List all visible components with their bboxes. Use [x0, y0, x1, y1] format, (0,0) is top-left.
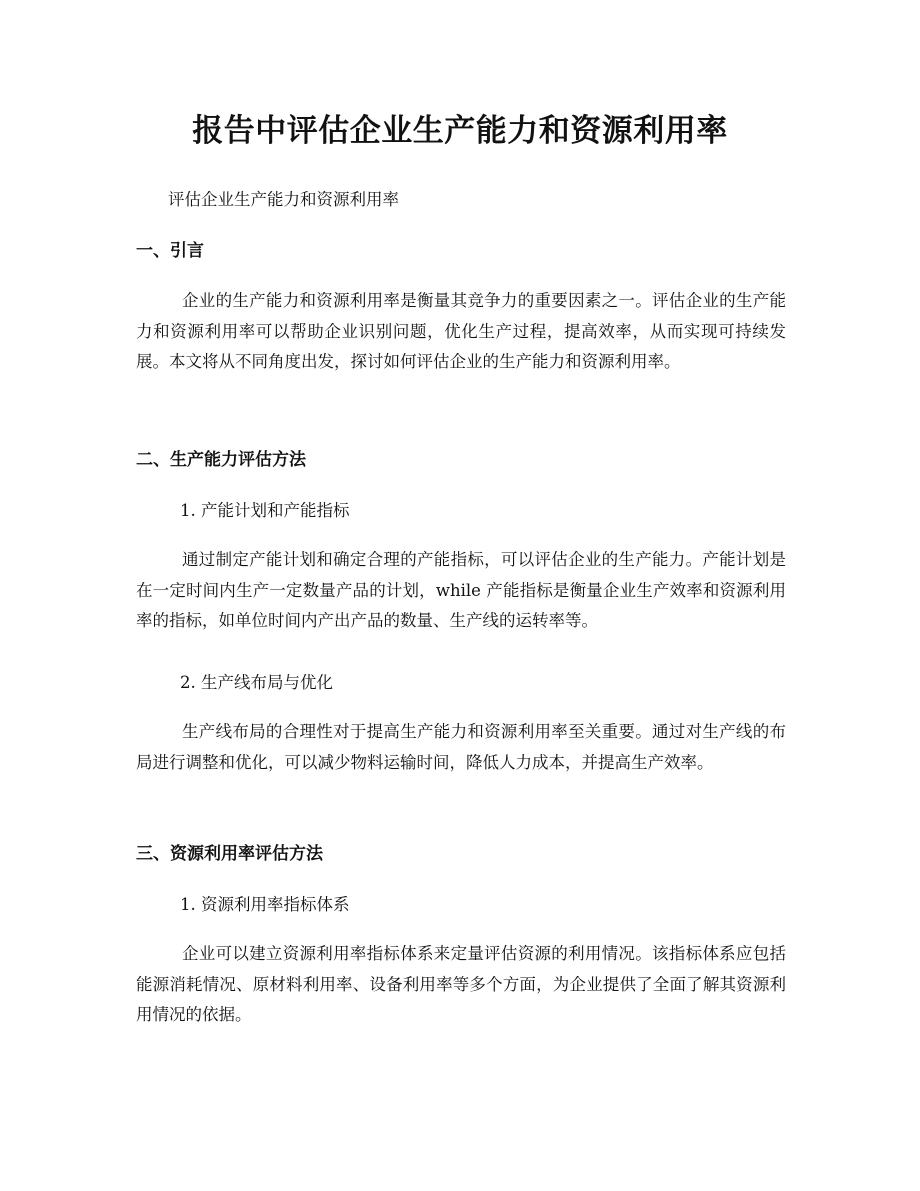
subsection-paragraph-resource-index: 企业可以建立资源利用率指标体系来定量评估资源的利用情况。该指标体系应包括能源消耗情况、原材料利用率、设备利用率等多个方面，为企业提供了全面了解其资源利用情况的依据。	[136, 944, 786, 1024]
subsection-paragraph-line-layout: 生产线布局的合理性对于提高生产能力和资源利用率至关重要。通过对生产线的布局进行调整和优化，可以减少物料运输时间，降低人力成本，并提高生产效率。	[136, 722, 786, 772]
document-title: 报告中评估企业生产能力和资源利用率	[192, 113, 728, 149]
section-heading-capacity: 二、生产能力评估方法	[136, 450, 306, 470]
subsection-title-resource-index: 1. 资源利用率指标体系	[180, 895, 350, 914]
subsection-paragraph-capacity-plan: 通过制定产能计划和确定合理的产能指标，可以评估企业的生产能力。产能计划是在一定时间内生产一定数量产品的计划，while 产能指标是衡量企业生产效率和资源利用率的指标，如单位时间内产出产品的数量、生产线的运转率等。	[136, 550, 786, 630]
subsection-title-capacity-plan: 1. 产能计划和产能指标	[180, 501, 350, 520]
section-paragraph-intro: 企业的生产能力和资源利用率是衡量其竞争力的重要因素之一。评估企业的生产能力和资源利用率可以帮助企业识别问题，优化生产过程，提高效率，从而实现可持续发展。本文将从不同角度出发，探讨如何评估企业的生产能力和资源利用率。	[136, 291, 786, 371]
subsection-title-line-layout: 2. 生产线布局与优化	[180, 673, 333, 692]
section-heading-resource: 三、资源利用率评估方法	[136, 844, 323, 864]
document-subtitle: 评估企业生产能力和资源利用率	[168, 190, 399, 209]
section-heading-intro: 一、引言	[136, 241, 204, 261]
